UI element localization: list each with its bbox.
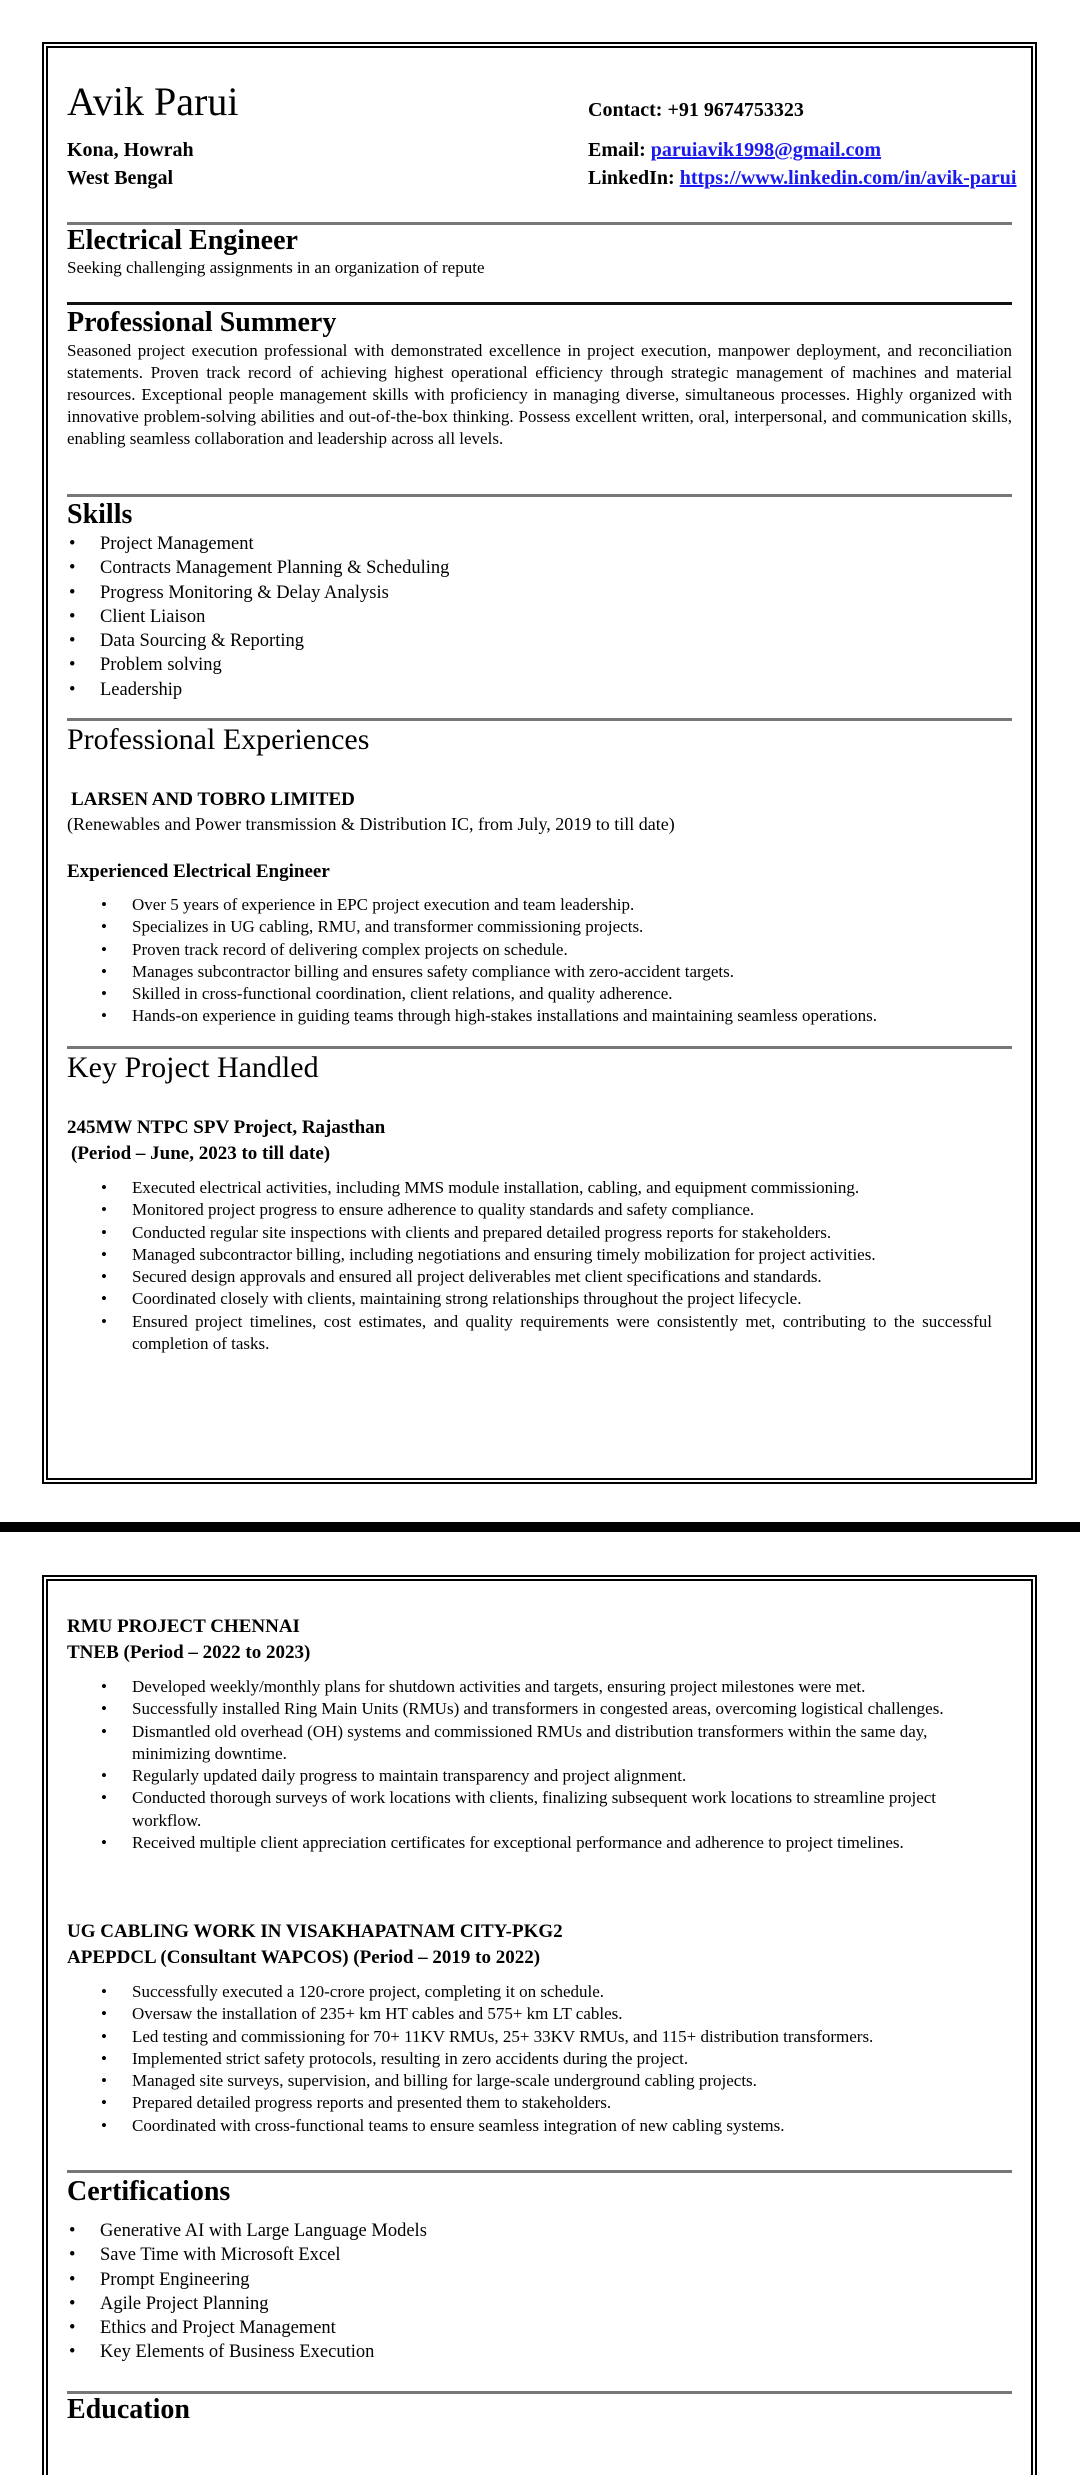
resume-page-1 — [42, 42, 1037, 1484]
list-item: • Over 5 years of experience in EPC project execution and team leadership. — [99, 894, 992, 916]
list-item: • Skilled in cross-functional coordination, client relations, and quality adherence. — [99, 983, 992, 1005]
contact-phone — [588, 99, 804, 122]
divider — [67, 2391, 1012, 2394]
project-2-name: RMU PROJECT CHENNAI — [67, 1616, 300, 1637]
project-1-list — [99, 1177, 992, 1355]
list-item: • Hands-on experience in guiding teams through high-stakes installations and maintaining seamless operations. — [99, 1005, 992, 1027]
education-title: Education — [67, 2394, 190, 2425]
list-item: • Agile Project Planning — [67, 2292, 1012, 2316]
list-item: • Data Sourcing & Reporting — [67, 629, 1012, 653]
list-item: • Leadership — [67, 678, 1012, 702]
list-item: • Ensured project timelines, cost estimates, and quality requirements were consistently met, contributing to the successful completion of tasks. — [99, 1311, 992, 1356]
divider — [67, 718, 1012, 721]
project-1-name: 245MW NTPC SPV Project, Rajasthan — [67, 1117, 386, 1138]
divider — [67, 302, 1012, 305]
project-1-period: (Period – June, 2023 to till date) — [71, 1143, 331, 1164]
list-item: • Save Time with Microsoft Excel — [67, 2243, 1012, 2267]
list-item: • Regularly updated daily progress to maintain transparency and project alignment. — [99, 1765, 992, 1787]
certifications-title: Certifications — [67, 2176, 231, 2207]
list-item: • Monitored project progress to ensure adherence to quality standards and safety compliance. — [99, 1199, 992, 1221]
email-label: Email: — [588, 139, 646, 161]
project-2-period: TNEB (Period – 2022 to 2023) — [67, 1642, 311, 1663]
experience-title: Professional Experiences — [67, 723, 370, 756]
summary-title: Professional Summery — [67, 307, 337, 338]
list-item: • Led testing and commissioning for 70+ 11KV RMUs, 25+ 33KV RMUs, and 115+ distribution transformers. — [99, 2026, 992, 2048]
list-item: • Conducted thorough surveys of work locations with clients, finalizing subsequent work locations to streamline project workflow. — [99, 1787, 992, 1832]
projects-title: Key Project Handled — [67, 1051, 319, 1084]
list-item: • Progress Monitoring & Delay Analysis — [67, 581, 1012, 605]
email-link[interactable]: paruiavik1998@gmail.com — [650, 139, 882, 161]
list-item: • Coordinated with cross-functional teams to ensure seamless integration of new cabling systems. — [99, 2115, 992, 2137]
contact-value: +91 9674753323 — [667, 99, 804, 121]
experience-list — [99, 894, 992, 1028]
objective-text: Seeking challenging assignments in an organization of repute — [67, 258, 485, 277]
list-item: • Problem solving — [67, 653, 1012, 677]
company-name: LARSEN AND TOBRO LIMITED — [71, 789, 355, 810]
linkedin-label: LinkedIn: — [588, 167, 675, 189]
list-item: • Prompt Engineering — [67, 2268, 1012, 2292]
skills-title: Skills — [67, 499, 133, 530]
contact-label: Contact: — [588, 99, 663, 121]
certifications-list — [67, 2219, 1012, 2365]
address-line-1: Kona, Howrah — [67, 139, 194, 161]
page-separator — [0, 1522, 1080, 1532]
list-item: • Project Management — [67, 532, 1012, 556]
list-item: • Prepared detailed progress reports and presented them to stakeholders. — [99, 2092, 992, 2114]
list-item: • Managed site surveys, supervision, and billing for large-scale underground cabling projects. — [99, 2070, 992, 2092]
list-item: • Key Elements of Business Execution — [67, 2340, 1012, 2364]
list-item: • Successfully installed Ring Main Units (RMUs) and transformers in congested areas, overcoming logistical challenges. — [99, 1698, 992, 1720]
list-item: • Executed electrical activities, including MMS module installation, cabling, and equipment commissioning. — [99, 1177, 992, 1199]
contact-linkedin — [588, 167, 1016, 190]
address-line-2: West Bengal — [67, 167, 174, 189]
list-item: • Manages subcontractor billing and ensures safety compliance with zero-accident targets. — [99, 961, 992, 983]
list-item: • Ethics and Project Management — [67, 2316, 1012, 2340]
list-item: • Received multiple client appreciation certificates for exceptional performance and adherence to project timelines. — [99, 1832, 992, 1854]
linkedin-link[interactable]: https://www.linkedin.com/in/avik-parui — [679, 167, 1017, 189]
list-item: • Oversaw the installation of 235+ km HT cables and 575+ km LT cables. — [99, 2003, 992, 2025]
list-item: • Developed weekly/monthly plans for shutdown activities and targets, ensuring project milestones were met. — [99, 1676, 992, 1698]
summary-text: Seasoned project execution professional with demonstrated excellence in project execution, manpower deployment, and reconciliation statements. Proven track record of achieving highest operational efficiency through strategic management of machines and material resources. Exceptional people management skills with proficiency in managing diverse, simultaneous processes. Highly organized with innovative problem-solving abilities and out-of-the-box thinking. Possess excellent written, oral, interpersonal, and communication skills, enabling seamless collaboration and leadership across all levels. — [67, 341, 1012, 448]
list-item: • Managed subcontractor billing, including negotiations and ensuring timely mobilization for project activities. — [99, 1244, 992, 1266]
list-item: • Client Liaison — [67, 605, 1012, 629]
candidate-name: Avik Parui — [67, 79, 239, 124]
list-item: • Implemented strict safety protocols, resulting in zero accidents during the project. — [99, 2048, 992, 2070]
divider — [67, 494, 1012, 497]
company-detail: (Renewables and Power transmission & Distribution IC, from July, 2019 to till date) — [67, 814, 675, 834]
list-item: • Coordinated closely with clients, maintaining strong relationships throughout the project lifecycle. — [99, 1288, 992, 1310]
list-item: • Conducted regular site inspections with clients and prepared detailed progress reports for stakeholders. — [99, 1222, 992, 1244]
role-title: Experienced Electrical Engineer — [67, 861, 330, 882]
list-item: • Secured design approvals and ensured all project deliverables met client specifications and standards. — [99, 1266, 992, 1288]
project-3-period: APEPDCL (Consultant WAPCOS) (Period – 2019 to 2022) — [67, 1947, 541, 1968]
divider — [67, 2170, 1012, 2173]
project-3-name: UG CABLING WORK IN VISAKHAPATNAM CITY-PKG2 — [67, 1921, 563, 1942]
objective-title: Electrical Engineer — [67, 225, 298, 256]
contact-email — [588, 139, 881, 162]
resume-page-2 — [42, 1575, 1037, 2475]
list-item: • Specializes in UG cabling, RMU, and transformer commissioning projects. — [99, 916, 992, 938]
list-item: • Contracts Management Planning & Scheduling — [67, 556, 1012, 580]
list-item: • Successfully executed a 120-crore project, completing it on schedule. — [99, 1981, 992, 2003]
project-2-list — [99, 1676, 992, 1854]
project-3-list — [99, 1981, 992, 2137]
divider — [67, 1046, 1012, 1049]
list-item: • Proven track record of delivering complex projects on schedule. — [99, 939, 992, 961]
list-item: • Dismantled old overhead (OH) systems and commissioned RMUs and distribution transformers within the same day, minimizing downtime. — [99, 1721, 992, 1766]
list-item: • Generative AI with Large Language Models — [67, 2219, 1012, 2243]
skills-list — [67, 532, 1012, 702]
